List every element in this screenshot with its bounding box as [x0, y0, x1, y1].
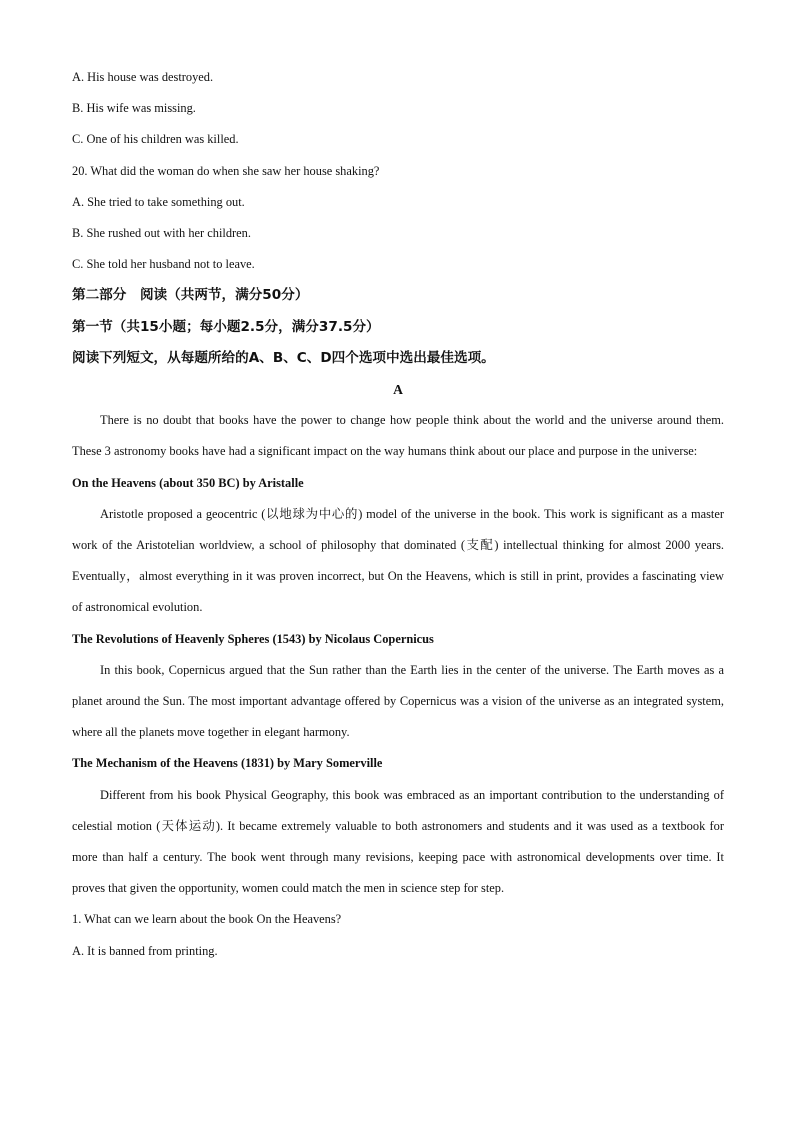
question-20: 20. What did the woman do when she saw her house shaking? [72, 163, 380, 178]
option-c-q19: C. One of his children was killed. [72, 132, 239, 147]
section-one-heading: 第一节（共15小题；每小题2.5分，满分37.5分） [72, 318, 380, 335]
passage-label: A [393, 382, 403, 398]
book-two-title: The Revolutions of Heavenly Spheres (1543) by Nicolaus Copernicus [72, 631, 434, 646]
book-three-title: The Mechanism of the Heavens (1831) by Mary Somerville [72, 756, 383, 771]
option-a-q1: A. It is banned from printing. [72, 943, 218, 958]
option-b-q20: B. She rushed out with her children. [72, 226, 251, 241]
option-a-q19: A. His house was destroyed. [72, 70, 214, 84]
document-page [72, 62, 724, 967]
passage-intro: There is no doubt that books have the power to change how people think about the world and the universe around them. These 3 astronomy books have had a significant impact on the way humans think about our place and purpose in the universe: [72, 413, 724, 459]
option-c-q20: C. She told her husband not to leave. [72, 257, 255, 272]
book-two-text: In this book, Copernicus argued that the Sun rather than the Earth lies in the center of the universe. The Earth moves as a planet around the Sun. The most important advantage offered by Copernicus was a vision of the universe as an integrated system, where all the planets move together in elegant harmony. [72, 662, 724, 740]
book-three-text: Different from his book Physical Geography, this book was embraced as an important contribution to the understanding of celestial motion (天体运动). It became extremely valuable to both astronomers and students and it was used as a textbook for more than half a century. The book went through many revisions, keeping pace with astronomical developments over time. It proves that given the opportunity, women could match the men in science step for step. [72, 787, 724, 896]
book-one-title: On the Heavens (about 350 BC) by Aristalle [72, 475, 304, 490]
part-two-heading: 第二部分 阅读（共两节，满分50分） [72, 287, 309, 304]
option-a-q20: A. She tried to take something out. [72, 194, 245, 209]
question-1: 1. What can we learn about the book On the Heavens? [72, 912, 342, 927]
option-b-q19: B. His wife was missing. [72, 101, 196, 116]
book-one-text: Aristotle proposed a geocentric (以地球为中心的) model of the universe in the book. This work is significant as a master work of the Aristotelian worldview, a school of philosophy that dominated (支配) intellectual thinking for almost 2000 years. Eventually，almost everything in it was proven incorrect, but On the Heavens, which is still in print, provides a fascinating view of astronomical evolution. [72, 506, 724, 615]
reading-instruction: 阅读下列短文，从每题所给的A、B、C、D四个选项中选出最佳选项。 [72, 349, 495, 366]
